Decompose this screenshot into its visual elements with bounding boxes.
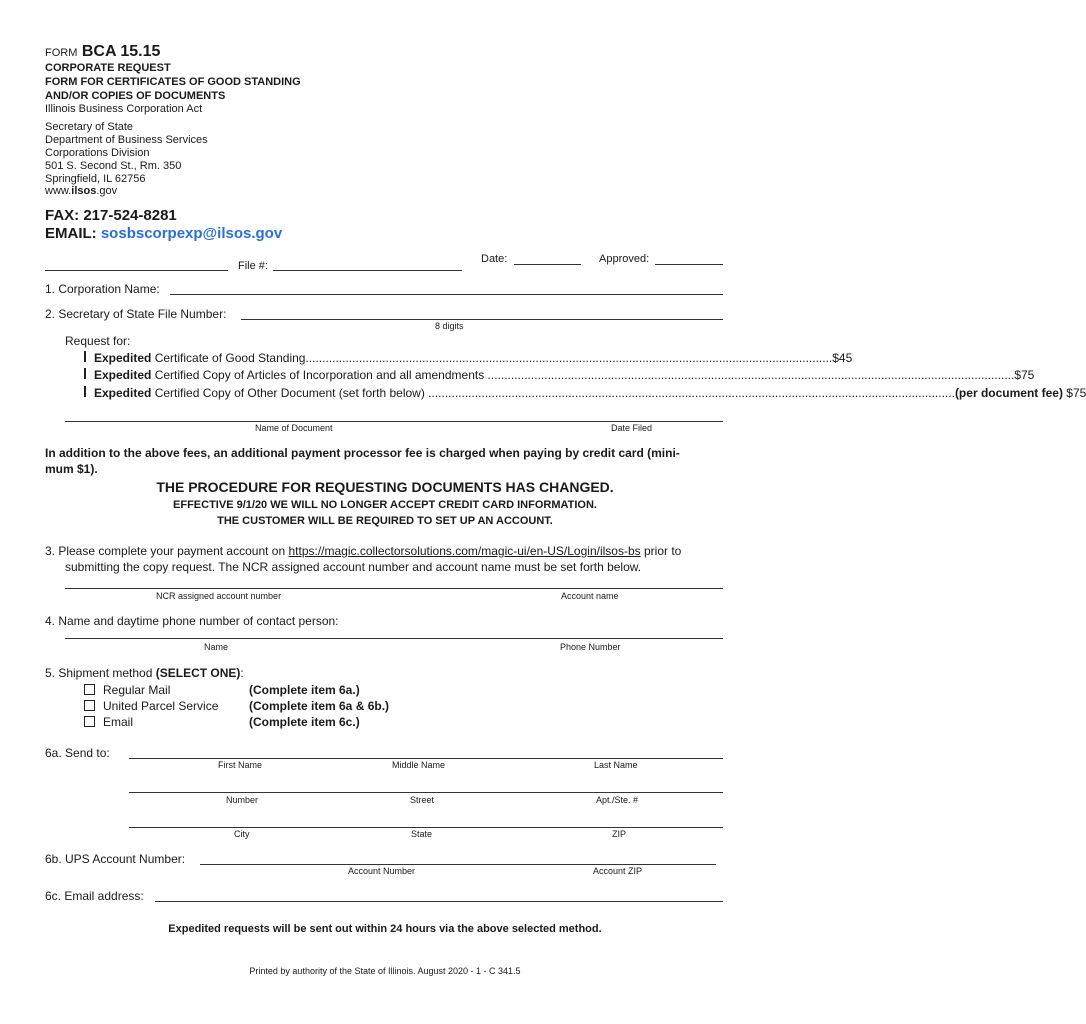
shipment-option-label: Email [103,715,134,729]
website-domain: ilsos [71,185,97,197]
email-label: EMAIL: [45,225,97,242]
shipment-option-email [84,715,133,729]
request-fee: $75 [1066,386,1086,400]
processor-fee-notice: In addition to the above fees, an additional payment processor fee is charged when paying by credit card (mini- [45,446,680,460]
date-label: Date: [481,253,508,265]
leader-dots: .............................................................................................................................................................. [305,351,833,365]
zip-label: ZIP [612,829,627,839]
shipment-method-text: 5. Shipment method [45,666,153,680]
city-label: City [234,829,250,839]
payment-account-instructions [45,544,681,558]
payment-account-instructions-cont: submitting the copy request. The NCR assigned account number and account name must be set forth below. [65,560,642,574]
request-for-label: Request for: [65,334,131,348]
street-label: Street [410,795,435,805]
address-line: Springfield, IL 62756 [45,173,146,185]
shipment-option-ups [84,699,218,713]
email-link[interactable]: sosbscorpexp@ilsos.gov [100,225,283,242]
state-label: State [411,829,433,839]
shipment-option-label: United Parcel Service [103,699,219,713]
per-document-fee-note: (per document fee) [954,386,1063,400]
address-line: Secretary of State [45,121,134,133]
request-row-good-standing [84,351,853,365]
request-row-other-document [84,386,1086,400]
contact-name-label: Name [204,642,229,652]
account-zip-label: Account ZIP [593,866,643,876]
payment-portal-link[interactable]: https://magic.collectorsolutions.com/magic-ui/en-US/Login/ilsos-bs [288,544,641,558]
send-to-name-field[interactable] [129,758,723,759]
date-filed-label: Date Filed [611,423,653,433]
shipment-option-label: Regular Mail [103,683,171,697]
expedited-delivery-note: Expedited requests will be sent out within 24 hours via the above selected method. [168,923,602,935]
website-suffix: .gov [96,185,118,197]
procedure-heading: THE PROCEDURE FOR REQUESTING DOCUMENTS HAS CHANGED. [156,479,614,495]
request-fee: $45 [832,351,853,365]
form-code: BCA 15.15 [81,43,161,60]
contact-phone-label: Phone Number [560,642,621,652]
sos-file-number-label: 2. Secretary of State File Number: [45,307,227,321]
form-number [45,43,160,61]
date-field[interactable] [514,264,581,265]
expedited-label: Expedited [94,351,152,365]
fax-number: FAX: 217-524-8281 [45,207,177,224]
act-name: Illinois Business Corporation Act [45,103,203,115]
select-one-note: (SELECT ONE) [155,666,241,680]
last-name-label: Last Name [594,760,638,770]
address-line: Corporations Division [45,147,150,159]
good-standing-checkbox[interactable] [84,351,86,362]
approved-field[interactable] [655,264,723,265]
file-number-label: File #: [238,260,268,272]
website-prefix: www. [45,185,72,197]
request-text: Certified Copy of Other Document (set forth below) [154,386,425,400]
item3-text-after: prior to [643,544,682,558]
digits-note: 8 digits [435,321,464,331]
middle-name-label: Middle Name [392,760,446,770]
shipment-option-note: (Complete item 6c.) [249,715,360,729]
shipment-method-label [45,666,244,680]
document-name-field[interactable] [65,421,723,422]
first-name-label: First Name [218,760,263,770]
contact-person-field[interactable] [65,638,723,639]
title-line-1: CORPORATE REQUEST [45,62,171,74]
send-to-street-field[interactable] [129,792,723,793]
effective-notice-line-1: EFFECTIVE 9/1/20 WE WILL NO LONGER ACCEPT CREDIT CARD INFORMATION. [173,499,597,511]
effective-notice-line-2: THE CUSTOMER WILL BE REQUIRED TO SET UP AN ACCOUNT. [217,515,553,527]
leader-dots: .............................................................................................................................................................. [424,386,955,400]
number-label: Number [226,795,259,805]
ncr-account-number-label: NCR assigned account number [156,591,282,601]
send-to-label: 6a. Send to: [45,746,110,760]
other-document-checkbox[interactable] [84,386,86,397]
shipment-colon: : [240,666,244,680]
processor-fee-notice-cont: mum $1). [45,462,98,476]
ups-account-label: 6b. UPS Account Number: [45,852,186,866]
apt-label: Apt./Ste. # [596,795,639,805]
leader-dots: .............................................................................................................................................................. [484,368,1015,382]
address-line: 501 S. Second St., Rm. 350 [45,160,182,172]
contact-person-label: 4. Name and daytime phone number of contact person: [45,614,339,628]
email-address-label: 6c. Email address: [45,889,144,903]
office-field[interactable] [45,270,228,271]
address-line: Department of Business Services [45,134,208,146]
account-name-label: Account name [561,591,619,601]
request-text: Certificate of Good Standing [154,351,306,365]
articles-checkbox[interactable] [84,368,86,379]
email-address-field[interactable] [155,901,723,902]
request-text: Certified Copy of Articles of Incorporation and all amendments [154,368,485,382]
regular-mail-checkbox[interactable] [84,684,95,695]
ups-account-field[interactable] [200,864,716,865]
request-row-articles [84,368,1035,382]
approved-label: Approved: [599,253,650,265]
title-line-3: AND/OR COPIES OF DOCUMENTS [45,90,226,102]
shipment-option-regular-mail [84,683,170,697]
request-fee: $75 [1014,368,1035,382]
ncr-account-field[interactable] [65,588,723,589]
shipment-option-note: (Complete item 6a & 6b.) [249,699,390,713]
expedited-label: Expedited [94,368,152,382]
form-prefix: FORM [45,47,78,59]
corporation-name-label: 1. Corporation Name: [45,282,160,296]
name-of-document-label: Name of Document [255,423,333,433]
corporation-name-field[interactable] [170,294,723,295]
file-number-field[interactable] [273,270,462,271]
website [45,185,117,197]
account-number-label: Account Number [348,866,416,876]
shipment-option-note: (Complete item 6a.) [249,683,360,697]
ups-checkbox[interactable] [84,700,95,711]
printed-by-note: Printed by authority of the State of Illinois. August 2020 - 1 - C 341.5 [249,966,521,976]
title-line-2: FORM FOR CERTIFICATES OF GOOD STANDING [45,76,301,88]
item3-text: 3. Please complete your payment account on [45,544,286,558]
email-checkbox[interactable] [84,716,95,727]
email-contact [45,225,282,242]
expedited-label: Expedited [94,386,152,400]
send-to-city-field[interactable] [129,827,723,828]
sos-file-number-field[interactable] [241,319,723,320]
